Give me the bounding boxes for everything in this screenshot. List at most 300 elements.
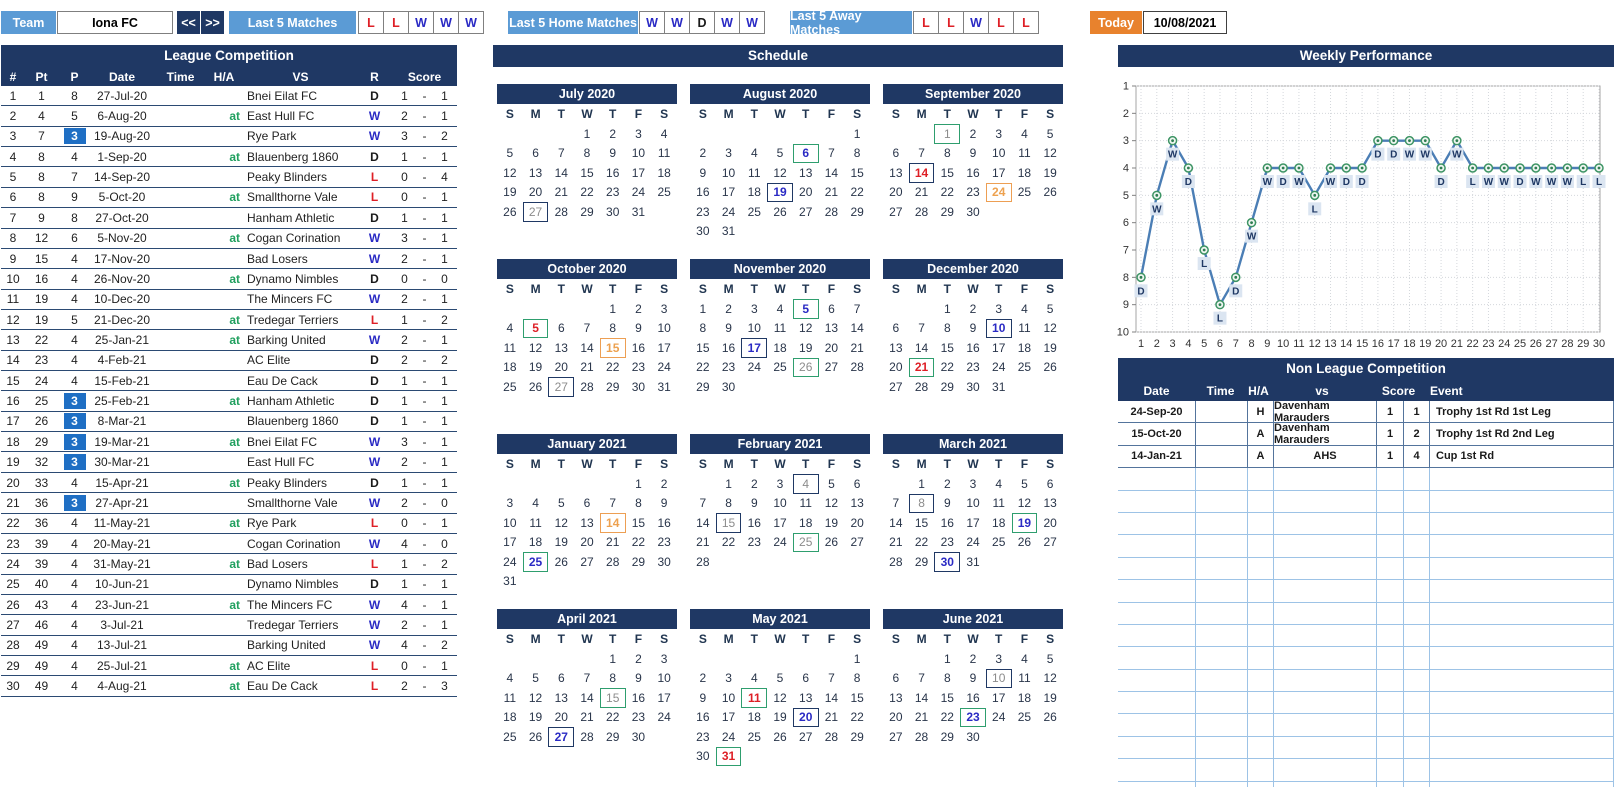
x-axis-tick-label: 29 (1577, 338, 1590, 350)
calendar-match-day: 25 (793, 533, 819, 553)
today-date-field[interactable] (1143, 11, 1227, 34)
x-axis-tick-label: 5 (1201, 338, 1208, 350)
calendar-day: 4 (750, 671, 758, 686)
calendar-day: 10 (657, 671, 671, 686)
calendar-day: 4 (1021, 651, 1028, 666)
calendar-day: 22 (940, 360, 954, 375)
calendar-day: 18 (503, 710, 517, 725)
calendar-day: 4 (1021, 301, 1028, 316)
result-box: W (458, 11, 484, 34)
calendar-day: 12 (1017, 496, 1032, 511)
calendar-day: 26 (773, 204, 787, 219)
calendar-day: 27 (850, 535, 864, 550)
match-result: W (368, 536, 381, 551)
y-axis-tick-label: 9 (1122, 299, 1129, 312)
calendar-day: 23 (657, 535, 671, 550)
calendar-month-title: November 2020 (690, 259, 870, 279)
calendar-day: 31 (631, 204, 646, 219)
point-result-label: D (1516, 177, 1524, 188)
calendar-day: 10 (966, 496, 980, 511)
calendar-day: 13 (580, 515, 594, 530)
calendar-day: 14 (889, 515, 903, 530)
position-highlight: 3 (64, 393, 86, 409)
calendar-day: 10 (657, 321, 671, 336)
non-league-empty-row (1118, 692, 1614, 714)
calendar-grid (497, 649, 677, 747)
calendar-day-headers: S M T W T F S (891, 282, 1055, 296)
non-league-empty-row (1118, 558, 1614, 580)
y-axis-tick-label: 2 (1122, 107, 1129, 120)
calendar-day: 29 (940, 729, 954, 744)
calendar-day: 11 (503, 690, 517, 705)
col-header-result: R (370, 69, 379, 84)
opponent-name: Rye Park (247, 129, 297, 144)
calendar-day: 14 (554, 165, 568, 180)
calendar-day: 4 (532, 496, 539, 511)
non-league-title: Non League Competition (1118, 358, 1614, 380)
calendar-grid (690, 299, 870, 397)
league-competition-panel (1, 45, 457, 697)
match-result: D (370, 88, 379, 103)
calendar-day: 23 (747, 535, 761, 550)
calendar-day: 28 (914, 204, 929, 219)
result-box: L (383, 11, 409, 34)
calendar-day: 13 (799, 690, 813, 705)
x-axis-tick-label: 18 (1403, 338, 1416, 350)
calendar-day: 7 (892, 496, 900, 511)
opponent-name: Bnei Eilat FC (247, 88, 318, 103)
calendar-match-day: 14 (600, 513, 626, 533)
calendar-day: 19 (528, 710, 543, 725)
calendar-day: 3 (725, 146, 732, 161)
prev-team-button[interactable]: << (177, 11, 200, 34)
calendar-match-day: 27 (548, 727, 574, 747)
calendar-day: 5 (776, 146, 784, 161)
calendar-day: 21 (606, 535, 620, 550)
calendar-day: 24 (503, 554, 517, 569)
calendar-day: 31 (503, 574, 517, 589)
calendar-match-day: 25 (523, 552, 549, 572)
result-box: W (639, 11, 665, 34)
calendar-day: 17 (966, 515, 980, 530)
calendar-day: 21 (889, 535, 903, 550)
calendar-day: 18 (992, 515, 1006, 530)
calendar-day: 29 (606, 379, 620, 394)
league-column-header (1, 67, 457, 86)
league-match-row: 28 49 4 13-Jul-21 Barking United W 4 - 2 (1, 636, 457, 656)
calendar-day: 10 (992, 146, 1006, 161)
non-league-empty-row (1118, 782, 1614, 787)
calendar-day: 25 (747, 204, 761, 219)
calendar-day: 21 (824, 185, 839, 200)
calendar-day: 23 (966, 185, 980, 200)
opponent-name: Barking United (247, 332, 326, 347)
calendar-day: 21 (914, 710, 929, 725)
calendar-day: 18 (747, 710, 761, 725)
calendar-day: 25 (1017, 185, 1032, 200)
col-header-date: Date (1143, 383, 1170, 398)
calendar-day: 14 (824, 690, 839, 705)
calendar-day: 12 (1043, 146, 1057, 161)
calendar-day: 7 (699, 496, 707, 511)
calendar-day: 28 (554, 204, 568, 219)
y-axis-tick-label: 8 (1122, 271, 1129, 284)
calendar-day: 1 (943, 301, 951, 316)
opponent-name: East Hull FC (247, 455, 315, 470)
result-box: D (689, 11, 715, 34)
calendar-day: 24 (992, 360, 1006, 375)
calendar-match-day: 5 (793, 299, 819, 319)
calendar-day: 30 (696, 224, 710, 239)
match-result: W (368, 332, 381, 347)
calendar-day: 27 (889, 729, 903, 744)
calendar-day: 5 (1046, 651, 1054, 666)
calendar-day: 3 (776, 476, 784, 491)
calendar-day: 29 (631, 554, 646, 569)
calendar-day: 3 (660, 301, 668, 316)
match-result: W (368, 597, 381, 612)
calendar-month-title: January 2021 (497, 434, 677, 454)
point-result-label: L (1201, 259, 1208, 270)
position-highlight: 3 (64, 434, 86, 450)
x-axis-tick-label: 12 (1308, 338, 1321, 350)
calendar-day: 9 (635, 321, 642, 336)
calendar-day: 23 (631, 360, 646, 375)
calendar-day: 18 (773, 340, 787, 355)
non-league-empty-row (1118, 759, 1614, 781)
calendar-day: 17 (631, 165, 646, 180)
calendar-month-title: February 2021 (690, 434, 870, 454)
calendar-day: 2 (969, 301, 977, 316)
calendar-day: 10 (721, 165, 736, 180)
calendar-day: 20 (850, 515, 864, 530)
calendar-day: 27 (580, 554, 594, 569)
today-button[interactable]: Today (1090, 11, 1142, 34)
calendar-day: 10 (747, 321, 761, 336)
calendar-match-day: 15 (600, 338, 626, 358)
calendar-day: 14 (824, 165, 839, 180)
match-result: D (370, 373, 379, 388)
calendar-grid (883, 124, 1063, 222)
calendar-day: 28 (580, 379, 594, 394)
calendar-month (497, 259, 677, 397)
calendar-day: 22 (721, 535, 736, 550)
calendar-day: 20 (528, 185, 543, 200)
calendar-day: 20 (889, 360, 903, 375)
position-highlight: 3 (64, 128, 86, 144)
calendar-day: 26 (824, 535, 839, 550)
last5-home-results (639, 11, 765, 34)
calendar-day: 22 (850, 185, 864, 200)
col-header-points: Pt (35, 69, 48, 84)
calendar-day: 12 (554, 515, 568, 530)
point-result-label: W (1167, 149, 1178, 161)
calendar-day: 17 (657, 690, 671, 705)
calendar-day: 2 (635, 301, 642, 316)
league-match-row: 7 9 8 27-Oct-20 Hanham Athletic D 1 - 1 (1, 208, 457, 228)
calendar-day: 11 (1018, 671, 1031, 686)
calendar-day: 26 (528, 729, 543, 744)
col-header-vs: vs (1315, 383, 1329, 398)
calendar-day-headers: S M T W T F S (505, 282, 669, 296)
non-league-empty-row (1118, 737, 1614, 759)
calendar-day: 26 (1017, 535, 1032, 550)
calendar-day: 5 (557, 496, 565, 511)
next-team-button[interactable]: >> (201, 11, 224, 34)
calendar-day: 23 (721, 360, 736, 375)
calendar-month (497, 434, 677, 591)
calendar-day: 2 (635, 651, 642, 666)
col-header-date: Date (108, 69, 135, 84)
non-league-rows (1118, 401, 1614, 787)
calendar-day: 19 (554, 535, 568, 550)
match-result: W (368, 618, 381, 633)
calendar-day: 20 (554, 710, 568, 725)
calendar-day: 26 (1043, 185, 1057, 200)
calendar-day: 17 (992, 340, 1006, 355)
league-match-row: 12 19 5 21-Dec-20 at Tredegar Terriers L 1 - 2 (1, 310, 457, 330)
position-highlight: 3 (64, 413, 86, 429)
calendar-month (883, 259, 1063, 397)
calendar-day: 7 (557, 146, 565, 161)
match-result: D (370, 394, 379, 409)
calendar-day: 30 (657, 554, 671, 569)
non-league-column-header (1118, 380, 1614, 401)
calendar-day: 2 (609, 126, 617, 141)
opponent-name: Blauenberg 1860 (247, 149, 339, 164)
calendar-day: 15 (940, 690, 954, 705)
point-result-label: W (1546, 177, 1557, 188)
calendar-month-title: June 2021 (883, 609, 1063, 629)
non-league-empty-row (1118, 580, 1614, 602)
team-name-input[interactable] (57, 11, 173, 34)
calendar-day: 22 (606, 710, 620, 725)
calendar-day: 17 (992, 165, 1006, 180)
calendar-day: 12 (799, 321, 813, 336)
calendar-match-day: 27 (523, 202, 549, 222)
calendar-day: 18 (503, 360, 517, 375)
calendar-day: 28 (824, 204, 839, 219)
calendar-day: 6 (583, 496, 591, 511)
x-axis-tick-label: 6 (1216, 338, 1224, 350)
calendar-day: 24 (657, 710, 671, 725)
calendar-day: 6 (532, 146, 539, 161)
calendar-day: 14 (696, 515, 710, 530)
calendar-day-headers: S M T W T F S (891, 107, 1055, 121)
calendar-day: 9 (699, 690, 707, 705)
calendar-day: 2 (943, 476, 951, 491)
calendar-day: 26 (528, 379, 543, 394)
opponent-name: Bad Losers (247, 251, 308, 266)
opponent-name: AC Elite (247, 658, 291, 673)
calendar-day: 21 (914, 185, 929, 200)
calendar-day: 4 (995, 476, 1003, 491)
calendar-day: 30 (631, 379, 646, 394)
calendar-day: 16 (721, 340, 736, 355)
calendar-day: 31 (657, 379, 671, 394)
calendar-day: 21 (824, 710, 839, 725)
league-match-row: 16 25 3 25-Feb-21 at Hanham Athletic D 1 - 1 (1, 391, 457, 411)
point-result-label: L (1595, 177, 1603, 188)
match-result: D (370, 149, 379, 164)
match-result: L (370, 679, 379, 694)
opponent-name: East Hull FC (247, 109, 315, 124)
calendar-day: 18 (1017, 690, 1032, 705)
calendar-day: 23 (696, 204, 710, 219)
calendar-day: 12 (773, 690, 787, 705)
calendar-day: 3 (995, 126, 1003, 141)
calendar-day: 11 (1018, 146, 1031, 161)
team-label: Team (1, 11, 56, 34)
calendar-day: 26 (554, 554, 568, 569)
calendar-day-headers: S M T W T F S (505, 632, 669, 646)
opponent-name: Barking United (247, 638, 326, 653)
calendar-day: 5 (506, 146, 514, 161)
calendar-day: 14 (580, 690, 594, 705)
calendar-month-title: July 2020 (497, 84, 677, 104)
calendar-month (690, 609, 870, 766)
calendar-day: 24 (721, 204, 736, 219)
calendar-day: 31 (992, 379, 1006, 394)
calendar-match-day: 19 (767, 183, 793, 203)
non-league-empty-row (1118, 625, 1614, 647)
x-axis-tick-label: 25 (1513, 338, 1527, 350)
opponent-name: Cogan Corination (247, 536, 341, 551)
calendar-day-headers: S M T W T F S (698, 107, 862, 121)
calendar-day: 19 (503, 185, 517, 200)
col-header-homeaway: H/A (213, 69, 235, 84)
calendar-day: 2 (969, 651, 977, 666)
calendar-day: 6 (1046, 476, 1054, 491)
match-result: L (370, 556, 379, 571)
calendar-day: 21 (580, 360, 594, 375)
calendar-day: 27 (889, 204, 903, 219)
calendar-day: 22 (940, 710, 954, 725)
calendar-day: 23 (606, 185, 620, 200)
calendar-match-day: 10 (986, 669, 1012, 689)
calendar-day: 18 (1017, 165, 1032, 180)
result-box: L (938, 11, 964, 34)
match-result: W (368, 251, 381, 266)
calendar-day: 8 (725, 496, 732, 511)
calendar-day: 3 (660, 651, 668, 666)
calendar-day: 4 (506, 321, 514, 336)
calendar-day: 23 (696, 729, 710, 744)
point-result-label: W (1294, 177, 1304, 188)
calendar-day: 28 (824, 729, 839, 744)
league-match-row: 4 8 4 1-Sep-20 at Blauenberg 1860 D 1 - 1 (1, 147, 457, 167)
league-competition-title: League Competition (1, 45, 457, 67)
calendar-match-day: 31 (716, 747, 742, 767)
calendar-day: 1 (609, 301, 617, 316)
calendar-month-title: March 2021 (883, 434, 1063, 454)
league-match-row: 8 12 6 5-Nov-20 at Cogan Corination W 3 - 1 (1, 229, 457, 249)
calendar-day: 7 (609, 496, 617, 511)
calendar-day: 14 (850, 321, 864, 336)
non-league-empty-row (1118, 647, 1614, 669)
calendar-match-day: 15 (716, 513, 742, 533)
calendar-day: 9 (969, 671, 977, 686)
point-result-label: D (1358, 177, 1366, 188)
col-header-score: Score (407, 69, 442, 84)
calendar-day: 15 (940, 340, 954, 355)
calendar-day: 24 (721, 729, 736, 744)
result-box: W (664, 11, 690, 34)
calendar-day: 30 (696, 749, 710, 764)
calendar-day: 17 (503, 535, 517, 550)
calendar-day: 28 (580, 729, 594, 744)
opponent-name: Eau De Cack (247, 373, 318, 388)
calendar-day: 20 (889, 710, 903, 725)
calendar-day: 20 (889, 185, 903, 200)
calendar-day: 3 (969, 476, 977, 491)
calendar-day: 7 (828, 671, 835, 686)
calendar-day: 10 (773, 496, 787, 511)
calendar-day: 19 (824, 515, 839, 530)
calendar-match-day: 21 (909, 358, 935, 378)
point-result-label: W (1246, 231, 1257, 243)
calendar-day: 8 (853, 146, 861, 161)
x-axis-tick-label: 10 (1277, 338, 1290, 350)
calendar-day: 30 (631, 729, 646, 744)
calendar-day: 21 (554, 185, 568, 200)
point-result-label: W (1152, 204, 1162, 216)
x-axis-tick-label: 3 (1169, 338, 1176, 350)
calendar-day: 14 (914, 340, 929, 355)
calendar-day: 28 (606, 554, 620, 569)
league-match-row: 26 43 4 23-Jun-21 at The Mincers FC W 4 - 1 (1, 595, 457, 615)
non-league-empty-row (1118, 513, 1614, 535)
x-axis-tick-label: 19 (1419, 338, 1432, 350)
calendar-day: 20 (580, 535, 594, 550)
calendar-day: 13 (528, 165, 543, 180)
league-match-row: 22 36 4 11-May-21 at Rye Park L 0 - 1 (1, 514, 457, 534)
calendar-day: 25 (503, 729, 517, 744)
opponent-name: Smallthorne Vale (247, 495, 338, 510)
calendar-day: 8 (853, 671, 861, 686)
calendar-day-headers: S M T W T F S (505, 457, 669, 471)
calendar-day: 7 (918, 146, 925, 161)
weekly-performance-chart (1100, 68, 1614, 360)
calendar-grid (883, 299, 1063, 397)
calendar-day: 3 (635, 126, 642, 141)
calendar-day: 4 (660, 126, 668, 141)
calendar-day: 6 (557, 321, 565, 336)
calendar-day: 1 (918, 476, 925, 491)
calendar-day: 11 (992, 496, 1005, 511)
calendar-day: 16 (606, 165, 620, 180)
col-header-event: Event (1430, 383, 1463, 398)
calendar-day: 16 (631, 690, 646, 705)
opponent-name: Hanham Athletic (247, 394, 335, 409)
calendar-day: 13 (824, 321, 839, 336)
match-result: D (370, 577, 379, 592)
calendar-day: 12 (1043, 321, 1057, 336)
calendar-day: 29 (850, 204, 864, 219)
calendar-day: 29 (914, 554, 929, 569)
calendar-day: 3 (750, 301, 758, 316)
league-match-row: 11 19 4 10-Dec-20 The Mincers FC W 2 - 1 (1, 290, 457, 310)
calendar-day: 26 (1043, 710, 1057, 725)
calendar-day: 8 (943, 321, 951, 336)
point-result-label: W (1404, 149, 1415, 161)
calendar-day: 17 (721, 710, 736, 725)
calendar-day: 30 (721, 379, 736, 394)
non-league-empty-row (1118, 714, 1614, 736)
calendar-day: 17 (657, 340, 671, 355)
calendar-day: 18 (528, 535, 543, 550)
calendar-day: 15 (914, 515, 929, 530)
